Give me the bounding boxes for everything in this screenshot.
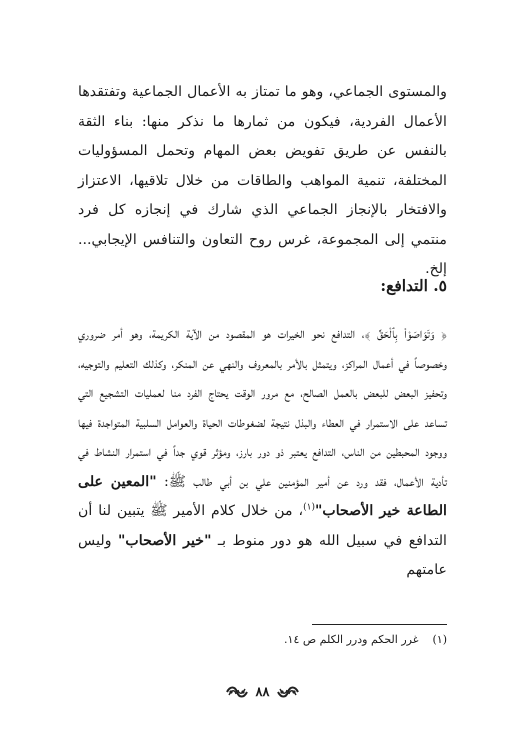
ornament-left-icon bbox=[226, 684, 248, 700]
paragraph-text: ﴿ وَتَوَاصَوْاْ بِٱلْحَقِّ ﴾، التدافع نحو الخيرات هو المقصود من الآية الكريمة، وهو أمر ضروري وخصوصاً في أعمال المراكز، ويتمثل بالأمر بالمعروف والنهي عن المنكر، وكذلك التعليم والتوجيه، وتحفيز البعض للبعض بالعمل الصالح، مع مرور الوقت يحتاج الفرد منا لعمليات التشجيع التي تساعد على الاستمرار في العطاء والبذل نتيجة لضغوطات الحياة والعوامل السلبية المتواجدة فيها ووجود المحبطين من الناس، التدافع يعتبر ذو دور بارز، ومؤثر قوي جداً في استمرار النشاط في تأدية الأعمال، فقد ورد عن أمير المؤمنين علي بن أبي طالب ﷺ: bbox=[78, 326, 447, 490]
footnote-reference[interactable]: (١) bbox=[303, 502, 315, 513]
hadith-quote: "المعين على الطاعة خير الأصحاب" bbox=[78, 473, 447, 519]
page-number: ٨٨ bbox=[255, 684, 270, 700]
quoted-phrase: "خير الأصحاب" bbox=[118, 532, 212, 549]
footnote-text: غرر الحكم ودرر الكلم ص ١٤. bbox=[284, 633, 419, 646]
body-paragraph bbox=[78, 320, 447, 586]
paragraph-text: ، من خلال كلام الأمير ﷺ يتبين لنا أن التدافع في سبيل الله هو دور منوط بـ bbox=[78, 503, 447, 549]
ornament-right-icon bbox=[277, 684, 299, 700]
body-paragraph: والمستوى الجماعي، وهو ما تمتاز به الأعمال الجماعية وتفتقدها الأعمال الفردية، فيكون من ثمارها ما نذكر منها: بناء الثقة بالنفس عن طريق تفويض بعض المهام وتحمل المسؤوليات المختلفة، تنمية المواهب والطاقات من خلال تلاقيها، الاعتزاز والافتخار بالإنجاز الجماعي الذي شارك في إنجازه كل فرد منتمي إلى المجموعة، غرس روح التعاون والتنافس الإيجابي... إلخ. bbox=[78, 84, 447, 277]
footnote bbox=[284, 631, 447, 649]
paragraph-text: وليس عامتهم bbox=[78, 532, 447, 578]
section-heading: ٥. التدافع: bbox=[380, 276, 447, 295]
footnote-divider bbox=[312, 624, 447, 625]
footnote-number: (١) bbox=[432, 633, 447, 646]
page-folio bbox=[0, 680, 525, 704]
